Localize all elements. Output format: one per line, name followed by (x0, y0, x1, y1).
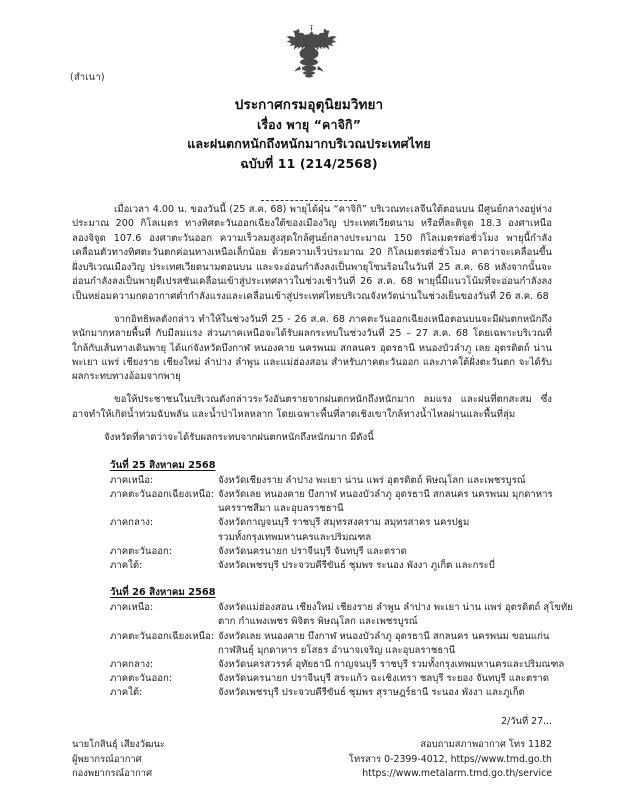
provinces-lead-in: จังหวัดที่คาดว่าจะได้รับผลกระทบจากฝนตกหนักถึงหนักมาก มีดังนี้ (104, 432, 374, 444)
contact-phone: สอบถามสภาพอากาศ โทร 1182 (420, 739, 552, 750)
title-subject-detail: และฝนตกหนักถึงหนักมากบริเวณประเทศไทย (187, 136, 431, 151)
contact-service-url[interactable]: https://www.metalarm.tmd.go.th/service (362, 768, 552, 780)
region-value (218, 559, 590, 573)
contact-block (349, 738, 552, 782)
region-value-line: จังหวัดกาญจนบุรี ราชบุรี สมุทรสงคราม สมุทรสาคร นครปฐม (218, 517, 470, 529)
region-label: ภาคตะวันออกเฉียงเหนือ: (110, 489, 215, 500)
signer-division: กองพยากรณ์อากาศ (72, 768, 153, 780)
table-row (110, 545, 590, 559)
region-label: ภาคเหนือ: (110, 474, 154, 486)
table-row (110, 516, 590, 544)
region-value (218, 488, 590, 516)
table-row (110, 686, 590, 700)
region-label: ภาคเหนือ: (110, 602, 154, 614)
region-value-line: รวมทั้งกรุงเทพมหานครและปริมณฑล (218, 531, 372, 543)
region-value-line: จังหวัดเชียงราย ลำปาง พะเยา น่าน แพร่ อุตรดิตถ์ พิษณุโลก และเพชรบูรณ์ (218, 474, 526, 486)
region-value-line: จังหวัดนครสวรรค์ อุทัยธานี กาญจนบุรี ราชบุรี รวมทั้งกรุงเทพมหานครและปริมณฑล (218, 659, 565, 671)
region-value (218, 601, 590, 629)
region-value (218, 474, 590, 488)
day-block-1 (72, 453, 552, 573)
title-subject: เรื่อง พายุ “คาจิกิ” (256, 117, 362, 132)
region-value-line: จังหวัดเลย หนองคาย บึงกาฬ หนองบัวลำภู อุดรธานี สกลนคร นครพนม มุกดาหาร (218, 489, 553, 500)
region-value (218, 516, 590, 544)
region-label: ภาคใต้: (110, 560, 143, 572)
signer-title: ผู้พยากรณ์อากาศ (72, 753, 142, 765)
day-heading: วันที่ 26 สิงหาคม 2568 (110, 587, 216, 599)
signer-name: นายโกสินธุ์ เสียงวัฒนะ (72, 739, 165, 750)
document-body (72, 203, 573, 701)
region-value-line: ตาก กำแพงเพชร พิจิตร พิษณุโลก และเพชรบูรณ์ (218, 616, 418, 628)
region-label: ภาคตะวันออกเฉียงเหนือ: (110, 630, 215, 642)
region-value (218, 658, 590, 672)
signature-block (72, 738, 165, 782)
region-label: ภาคตะวันออก: (110, 545, 173, 557)
region-value-line: จังหวัดนครนายก ปราจีนบุรี จันทบุรี และตราด (218, 545, 407, 557)
contact-fax[interactable]: โทรสาร 0-2399-4012, https//www.tmd.go.th (348, 753, 552, 765)
region-value-line: จังหวัดเพชรบุรี ประจวบคีรีขันธ์ ชุมพร สุราษฎร์ธานี ระนอง พังงา และภูเก็ต (218, 687, 525, 699)
region-label: ภาคกลาง: (110, 659, 154, 671)
title-agency: ประกาศกรมอุตุนิยมวิทยา (234, 97, 384, 113)
region-label: ภาคใต้: (110, 687, 143, 699)
day-block-2 (72, 580, 573, 700)
table-row (110, 601, 590, 629)
region-value-line: จังหวัดเลย หนองคาย บึงกาฬ หนองบัวลำภู อุดรธานี สกลนคร นครพนม ขอนแก่น (218, 630, 550, 642)
region-value-line: จังหวัดแม่ฮ่องสอน เชียงใหม่ เชียงราย ลำพูน ลำปาง พะเยา น่าน แพร่ อุตรดิตถ์ สุโขทัย (218, 602, 573, 614)
region-table (110, 474, 590, 573)
region-label: ภาคกลาง: (110, 517, 154, 529)
copy-stamp: (สำเนา) (70, 72, 105, 83)
table-row (110, 488, 590, 516)
region-value (218, 672, 590, 686)
region-value (218, 630, 590, 658)
paragraph-storm-position: เมื่อเวลา 4.00 น. ของวันนี้ (25 ส.ค. 68) พายุได้ฝุ่น “คาจิกิ” บริเวณทะเลจีนใต้ตอนบน มีศูนย์กลางอยู่ห่างประมาณ 200 กิโลเมตร ทางทิศตะวันออกเฉียงใต้ของเมืองวิญ ประเทศเวียดนาม หรือที่ละติจูด 18.3 องศาเหนือ ลองจิจูด 107.6 องศาตะวันออก ความเร็วลมสูงสุดใกล้ศูนย์กลางประมาณ 150 กิโลเมตรต่อชั่วโมง พายุนี้กำลังเคลื่อนตัวทางทิศตะวันตกค่อนทางเหนือเล็กน้อย ด้วยความเร็วประมาณ 20 กิโลเมตรต่อชั่วโมง คาดว่าจะเคลื่อนขึ้นฝั่งบริเวณเมืองวิญ ประเทศเวียดนามตอนบน และจะอ่อนกำลังลงเป็นพายุโซนร้อนในวันที่ 25 ส.ค. 68 หลังจากนั้นจะอ่อนกำลังลงเป็นพายุดีเปรสชันเคลื่อนเข้าสู่ประเทศลาวในช่วงเช้าวันที่ 26 ส.ค. 68 พายุนี้มีแนวโน้มที่จะอ่อนกำลังลงเป็นหย่อมความกดอากาศต่ำกำลังแรงและเคลื่อนเข้าสู่ประเทศไทยบริเวณจังหวัดน่านในช่วงเย็นของวันที่ 26 ส.ค. 68 (72, 204, 552, 302)
continuation-note: 2/วันที่ 27... (501, 716, 552, 727)
day-heading: วันที่ 25 สิงหาคม 2568 (110, 459, 216, 471)
region-value-line: จังหวัดเพชรบุรี ประจวบคีรีขันธ์ ชุมพร ระนอง พังงา ภูเก็ต และกระบี่ (218, 560, 495, 572)
garuda-emblem-icon (0, 22, 618, 84)
region-value-line: กาฬสินธุ์ มุกดาหาร ยโสธร อำนาจเจริญ และอุบลราชธานี (218, 644, 456, 656)
title-issue-number: ฉบับที่ 11 (214/2568) (240, 156, 378, 171)
region-value-line: จังหวัดนครนายก ปราจีนบุรี สระแก้ว ฉะเชิงเทรา ชลบุรี ระยอง จันทบุรี และตราด (218, 673, 549, 685)
table-row (110, 559, 590, 573)
table-row (110, 658, 590, 672)
region-label: ภาคตะวันออก: (110, 673, 173, 685)
region-value (218, 686, 590, 700)
region-table (110, 601, 590, 700)
table-row (110, 474, 590, 488)
table-row (110, 672, 590, 686)
table-row (110, 630, 590, 658)
paragraph-public-warning: ขอให้ประชาชนในบริเวณดังกล่าวระวังอันตรายจากฝนตกหนักถึงหนักมาก ลมแรง และฝนที่ตกสะสม ซึ่งอาจทำให้เกิดน้ำท่วมฉับพลัน และน้ำป่าไหลหลาก โดยเฉพาะพื้นที่ลาดเชิงเขาใกล้ทางน้ำไหลผ่านและพื้นที่ลุ่ม (72, 394, 552, 420)
document-title-block (0, 96, 618, 173)
paragraph-impact-areas: จากอิทธิพลดังกล่าว ทำให้ในช่วงวันที่ 25 - 26 ส.ค. 68 ภาคตะวันออกเฉียงเหนือตอนบนจะมีฝนตกหนักถึงหนักมากหลายพื้นที่ กับมีลมแรง ส่วนภาคเหนือจะได้รับผลกระทบในช่วงวันที่ 25 – 27 ส.ค. 68 โดยเฉพาะบริเวณที่ใกล้กับเส้นทางเดินพายุ ได้แก่จังหวัดบึงกาฬ หนองคาย นครพนม สกลนคร อุดรธานี หนองบัวลำภู เลย อุตรดิตถ์ น่าน พะเยา แพร่ เชียงราย เชียงใหม่ ลำปาง ลำพูน และแม่ฮ่องสอน สำหรับภาคตะวันออก และภาคใต้ฝั่งตะวันตก จะได้รับผลกระทบทางอ้อมจากพายุ (72, 313, 552, 383)
region-value-line: นครราชสีมา และอุบลราชธานี (218, 503, 344, 515)
region-value (218, 545, 590, 559)
